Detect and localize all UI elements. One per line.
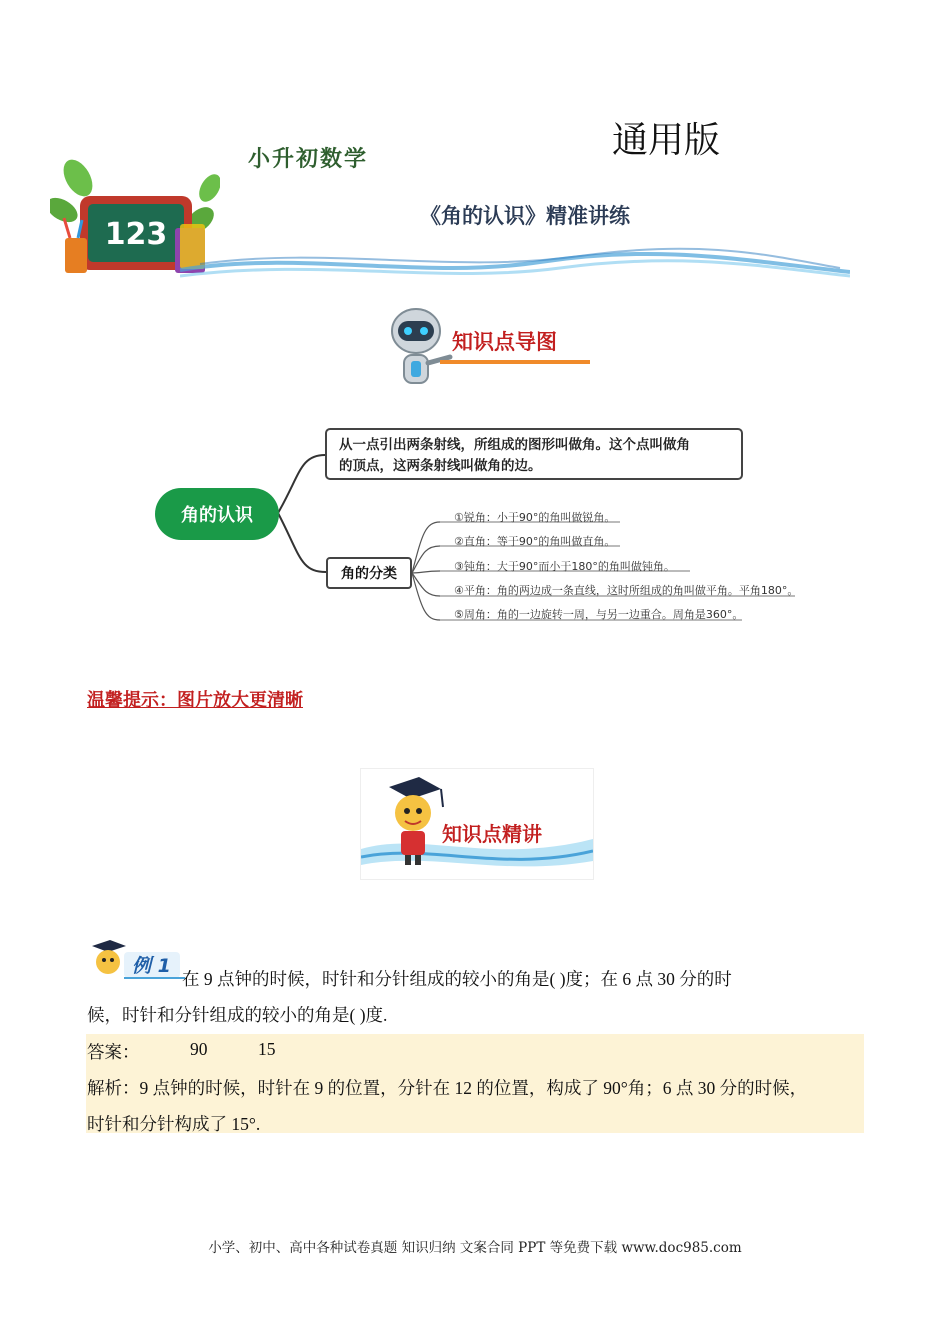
question-line-2: 候，时针和分针组成的较小的角是( )度. — [87, 1005, 388, 1025]
angle-type-full: ⑤周角：角的一边旋转一周，与另一边重合。周角是360°。 — [454, 608, 744, 621]
answer-value-1: 90 — [190, 1039, 208, 1059]
question-line-1: 在 9 点钟的时候，时针和分针组成的较小的角是( )度；在 6 点 30 分的时 — [182, 969, 732, 989]
document-title: 《角的认识》精准讲练 — [420, 204, 630, 228]
example-number: 例 1 — [132, 955, 171, 977]
zoom-tip: 温馨提示：图片放大更清晰 — [87, 690, 303, 711]
answer-label: 答案： — [87, 1042, 140, 1062]
angle-type-right: ②直角：等于90°的角叫做直角。 — [454, 535, 616, 548]
footer-text: 小学、初中、高中各种试卷真题 知识归纳 文案合同 PPT 等免费下载 www.doc985.com — [208, 1240, 742, 1256]
edition-label: 通用版 — [612, 120, 721, 161]
example-badge-icon — [90, 938, 185, 980]
board-number: 123 — [104, 217, 168, 252]
mindmap-root-node: 角的认识 — [155, 488, 279, 540]
lecture-badge: 知识点精讲 — [442, 822, 542, 846]
answer-value-2: 15 — [258, 1039, 276, 1059]
series-title: 小升初数学 — [248, 147, 369, 172]
definition-line-2: 的顶点，这两条射线叫做角的边。 — [339, 458, 542, 474]
knowledge-map-badge: 知识点导图 — [452, 330, 557, 354]
wave-decoration — [180, 240, 850, 285]
analysis-line-1: 解析：9 点钟的时候，时针在 9 的位置，分针在 12 的位置，构成了 90°角；6 点 30 分的时候， — [87, 1078, 808, 1098]
robot-icon — [378, 305, 458, 385]
angle-type-straight: ④平角：角的两边成一条直线，这时所组成的角叫做平角。平角180°。 — [454, 584, 799, 597]
definition-line-1: 从一点引出两条射线，所组成的图形叫做角。这个点叫做角 — [339, 437, 690, 453]
analysis-line-2: 时针和分针构成了 15°. — [87, 1114, 261, 1134]
angle-type-acute: ①锐角：小于90°的角叫做锐角。 — [454, 511, 616, 524]
definition-box — [325, 428, 743, 480]
classification-node: 角的分类 — [326, 557, 412, 589]
badge-underline — [440, 360, 590, 364]
angle-type-obtuse: ③钝角：大于90°而小于180°的角叫做钝角。 — [454, 560, 675, 573]
